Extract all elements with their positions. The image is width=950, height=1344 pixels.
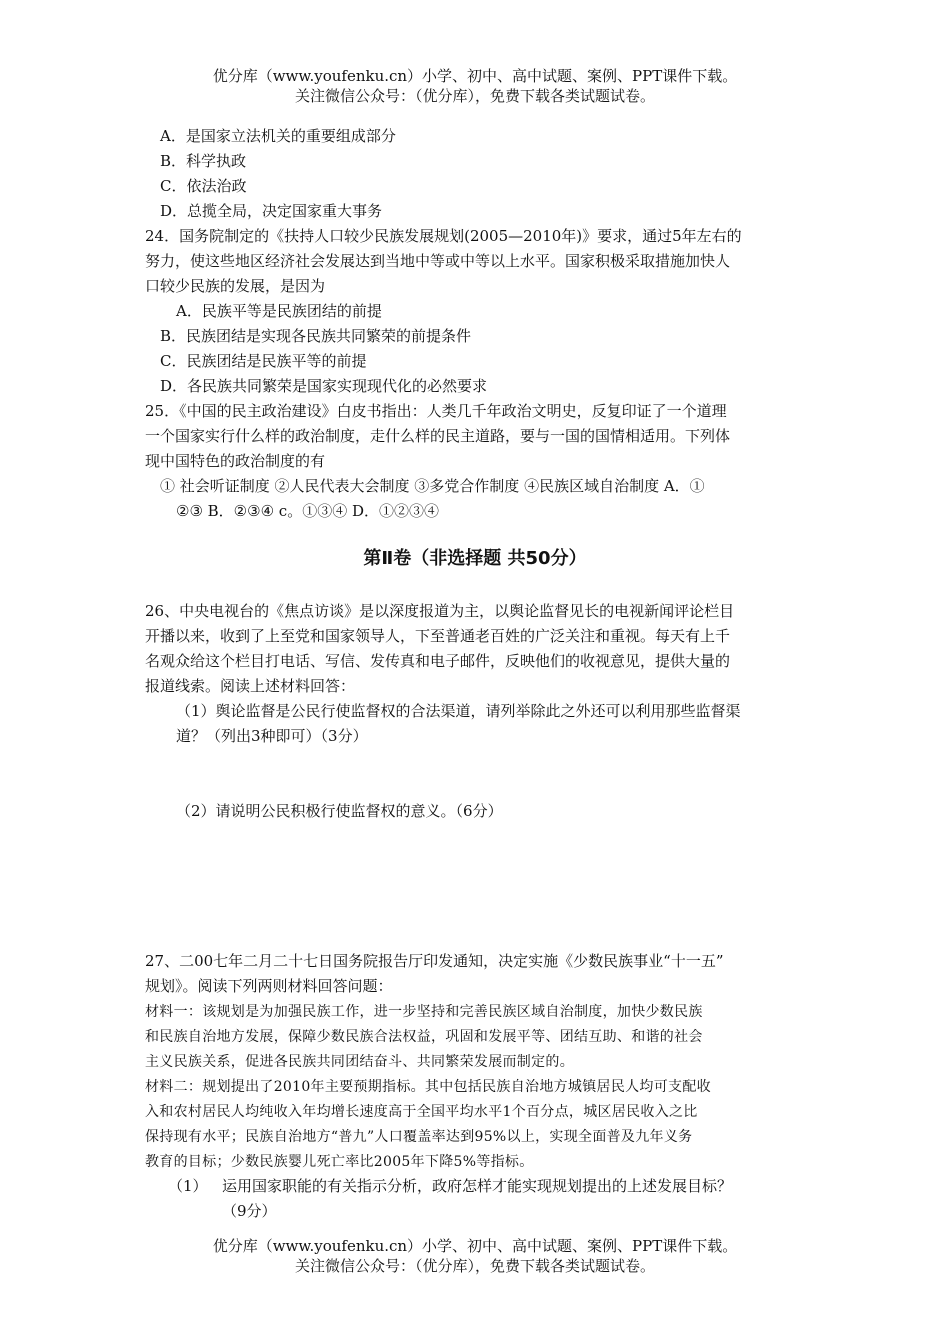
q27-sub1-label: （1）: [168, 1177, 208, 1195]
q24-option-b: B．民族团结是实现各民族共同繁荣的前提条件: [160, 327, 472, 345]
q24-stem-line-3: 口较少民族的发展，是因为: [145, 277, 326, 295]
q27-stem-line-1: 27、二00七年二月二十七日国务院报告厅印发通知，决定实施《少数民族事业“十一五”: [145, 952, 724, 970]
q27-material1-line-2: 和民族自治地方发展，保障少数民族合法权益，巩固和发展平等、团结互助、和谐的社会: [145, 1029, 703, 1045]
q23-option-b: B．科学执政: [160, 152, 247, 170]
q25-stem-line-1: 25．《中国的民主政治建设》白皮书指出：人类几千年政治文明史，反复印证了一个道理: [145, 402, 727, 420]
q23-option-c: C．依法治政: [160, 177, 247, 195]
section-title: 第Ⅱ卷（非选择题 共50分）: [363, 548, 587, 569]
q25-stem-line-3: 现中国特色的政治制度的有: [145, 452, 326, 470]
q25-choices-line-2: ②③ B．②③④ c。①③④ D．①②③④: [176, 502, 439, 520]
q26-sub1-line-2: 道？（列出3种即可）（3分）: [176, 727, 368, 745]
q27-material2-line-2: 入和农村居民人均纯收入年均增长速度高于全国平均水平1个百分点，城区居民收入之比: [145, 1104, 698, 1120]
q25-stem-line-2: 一个国家实行什么样的政治制度，走什么样的民主道路，要与一国的国情相适用。下列体: [145, 427, 731, 445]
q24-stem-line-1: 24．国务院制定的《扶持人口较少民族发展规划(2005—2010年)》要求，通过5年左右的: [145, 227, 742, 245]
q26-stem-line-2: 开播以来，收到了上至党和国家领导人，下至普通老百姓的广泛关注和重视。每天有上千: [145, 627, 731, 645]
q27-material2-line-1: 材料二：规划提出了2010年主要预期指标。其中包括民族自治地方城镇居民人均可支配收: [145, 1079, 711, 1095]
q26-sub2: （2）请说明公民积极行使监督权的意义。（6分）: [176, 802, 503, 820]
q26-stem-line-1: 26、中央电视台的《焦点访谈》是以深度报道为主，以舆论监督见长的电视新闻评论栏目: [145, 602, 735, 620]
q27-stem-line-2: 规划》。阅读下列两则材料回答问题：: [145, 977, 393, 995]
q24-stem-line-2: 努力，使这些地区经济社会发展达到当地中等或中等以上水平。国家积极采取措施加快人: [145, 252, 731, 270]
q27-material2-line-3: 保持现有水平；民族自治地方“普九”人口覆盖率达到95%以上，实现全面普及九年义务: [145, 1129, 693, 1145]
header-line-1: 优分库（www.youfenku.cn）小学、初中、高中试题、案例、PPT课件下载。: [212, 67, 738, 85]
q26-stem-line-4: 报道线索。阅读上述材料回答：: [145, 677, 356, 695]
q25-choices-line-1: ① 社会听证制度 ②人民代表大会制度 ③多党合作制度 ④民族区域自治制度 A．①: [160, 477, 705, 495]
q24-option-c: C．民族团结是民族平等的前提: [160, 352, 367, 370]
header-line-2: 关注微信公众号：（优分库），免费下载各类试题试卷。: [294, 87, 655, 105]
q27-sub1-points: （9分）: [222, 1202, 277, 1220]
q24-option-d: D．各民族共同繁荣是国家实现现代化的必然要求: [160, 377, 488, 395]
footer-line-1: 优分库（www.youfenku.cn）小学、初中、高中试题、案例、PPT课件下载。: [212, 1237, 738, 1255]
q26-stem-line-3: 名观众给这个栏目打电话、写信、发传真和电子邮件，反映他们的收视意见，提供大量的: [145, 652, 731, 670]
footer-line-2: 关注微信公众号：（优分库），免费下载各类试题试卷。: [294, 1257, 655, 1275]
q23-option-d: D．总揽全局，决定国家重大事务: [160, 202, 383, 220]
q26-sub1-line-1: （1）舆论监督是公民行使监督权的合法渠道，请列举除此之外还可以利用那些监督渠: [176, 702, 741, 720]
q27-material1-line-1: 材料一：该规划是为加强民族工作，进一步坚持和完善民族区域自治制度，加快少数民族: [145, 1004, 703, 1020]
q27-material2-line-4: 教育的目标；少数民族婴儿死亡率比2005年下降5%等指标。: [145, 1154, 534, 1170]
q27-sub1-text: 运用国家职能的有关指示分析，政府怎样才能实现规划提出的上述发展目标？: [222, 1177, 733, 1195]
q23-option-a: A．是国家立法机关的重要组成部分: [160, 127, 396, 145]
q24-option-a: A．民族平等是民族团结的前提: [176, 302, 382, 320]
q27-material1-line-3: 主义民族关系，促进各民族共同团结奋斗、共同繁荣发展而制定的。: [145, 1054, 574, 1070]
